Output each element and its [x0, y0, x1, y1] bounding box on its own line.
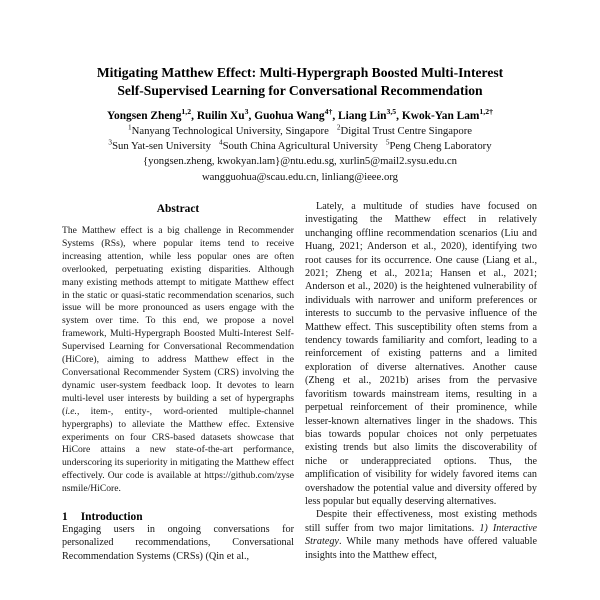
intro-paragraph: Engaging users in ongoing conversations for personalized recommendations, Conversational Recommendation Systems (CRSs) (Qin et al., — [62, 524, 294, 562]
abstract-italic-run: i.e. — [65, 405, 77, 417]
body-paragraph-1: Lately, a multitude of studies have focused on investigating the Matthew effect in relatively unchanging offline recommendation scenarios (Liu and Huang, 2021; Anderson et al., 2020), identifying two root causes for its occurrence. One cause (Liang et al., 2021; Zheng et al., 2021a; Hansen et al., 2021; Anderson et al., 2020) is the heightened vulnerability of individuals with narrower and uniform preferences or interests to succumb to the pervasive influence of the Matthew effect. This susceptibility often stems from a tendency towards familiarity and comfort, leading to a reinforcement of existing patterns and a limited exploration of diverse alternatives. Another cause (Zheng et al., 2021b) arises from the pervasive favoritism towards mainstream items, resulting in a perpetual reinforcement of their prominence, while lesser-known alternatives linger in the shadows. This bias towards popular choices not only perpetuates existing trends but also limits the discoverability of niche or underappreciated options. Thus, the amplification of visibility for widely favored items can overshadow the potential value and diversity offered by less popular but equally deserving alternatives. — [305, 201, 537, 507]
affiliation-superscript: 5 — [385, 138, 390, 147]
author-separator: , — [396, 110, 402, 122]
author-name: Ruilin Xu — [196, 110, 245, 122]
two-column-body — [62, 200, 538, 563]
affiliation-text: Peng Cheng Laboratory — [389, 140, 492, 153]
affiliation-superscript: 1 — [127, 123, 132, 132]
author-superscript: 3 — [244, 107, 249, 117]
author-separator: , — [248, 110, 255, 122]
affiliation-entry — [337, 125, 472, 137]
author-name: Kwok-Yan Lam — [401, 110, 480, 122]
body-text-run: . While many methods have offered valuable insights into the Matthew effect, — [305, 536, 537, 561]
affiliation-entry — [386, 140, 492, 152]
author-name: Yongsen Zheng — [107, 110, 182, 122]
body-text-run: Despite their effectiveness, most existing methods still suffer from two major limitations. — [305, 509, 537, 534]
paper-header — [40, 64, 560, 185]
author-separator: , — [332, 110, 339, 122]
abstract-text-run: . — [118, 483, 121, 495]
affiliation-entry — [219, 140, 378, 152]
author-name: Guohua Wang — [254, 110, 325, 122]
authors-line — [40, 109, 560, 124]
body-paragraph-2 — [305, 508, 537, 562]
affiliation-superscript: 4 — [218, 138, 223, 147]
affiliation-entry — [128, 125, 329, 137]
affiliation-text: Sun Yat-sen University — [112, 140, 211, 153]
abstract-heading: Abstract — [156, 203, 200, 215]
github-url[interactable]: https://github.com/zysensmile/HiCore — [62, 470, 294, 495]
paper-title-line-1: Mitigating Matthew Effect: Multi-Hypergraph Boosted Multi-Interest — [96, 65, 504, 80]
author-name: Liang Lin — [338, 110, 387, 122]
email-lines — [40, 154, 560, 184]
author-superscript: 1,2† — [479, 107, 493, 117]
abstract-text-run: The Matthew effect is a big challenge in Recommender Systems (RSs), where popular items tend to receive increasing attention, while less popular ones are often overlooked, perpetuating existing disparities. Although many existing methods attempt to mitigate Matthew effect in the static or quasi-static recommendation scenarios, such issue will be more pronounced as users engage with the system over time. To this end, we propose a novel framework, Multi-Hypergraph Boosted Multi-Interest Self-Supervised Learning for Conversational Recommendation (HiCore), aiming to address Matthew effect in the Conversational Recommender System (CRS) involving the dynamic user-system feedback loop. It devotes to learn multi-level user interests by building a set of hypergraphs ( — [62, 225, 294, 417]
email-line-2: wangguohua@scau.edu.cn, linliang@ieee.org — [201, 170, 399, 183]
affiliation-entry — [108, 140, 211, 152]
abstract-text-run: , item-, entity-, word-oriented multiple-channel hypergraphs) to alleviate the Matthew effec. Extensive experiments on four CRS-based datasets showcase that HiCore attains a new state-of-the-art performance, underscoring its superiority in mitigating the Matthew effect effectively. Our code is available at — [62, 405, 294, 482]
section-heading-introduction — [62, 511, 294, 523]
affiliation-line-2 — [40, 139, 560, 154]
author-superscript: 4† — [324, 107, 333, 117]
paper-title-line-2: Self-Supervised Learning for Conversational Recommendation — [117, 83, 483, 98]
body-italic-run: 1) Interactive Strategy — [305, 522, 537, 548]
affiliation-superscript: 3 — [108, 138, 113, 147]
email-line-1: {yongsen.zheng, kwokyan.lam}@ntu.edu.sg, xurlin5@mail2.sysu.edu.cn — [142, 155, 457, 168]
section-title: Introduction — [80, 511, 143, 524]
paper-title — [40, 64, 560, 100]
affiliation-text: Nanyang Technological University, Singapore — [131, 125, 329, 137]
affiliation-text: South China Agricultural University — [222, 140, 378, 153]
left-column — [62, 200, 294, 563]
affiliation-text: Digital Trust Centre Singapore — [340, 125, 472, 137]
author-superscript: 1,2 — [181, 107, 192, 117]
affiliation-superscript: 2 — [336, 123, 341, 132]
author-separator: , — [191, 110, 197, 122]
abstract-body — [62, 225, 294, 496]
author-superscript: 3,5 — [386, 107, 397, 117]
right-column — [305, 200, 537, 563]
affiliation-line-1 — [40, 124, 560, 139]
section-number: 1 — [62, 511, 68, 524]
